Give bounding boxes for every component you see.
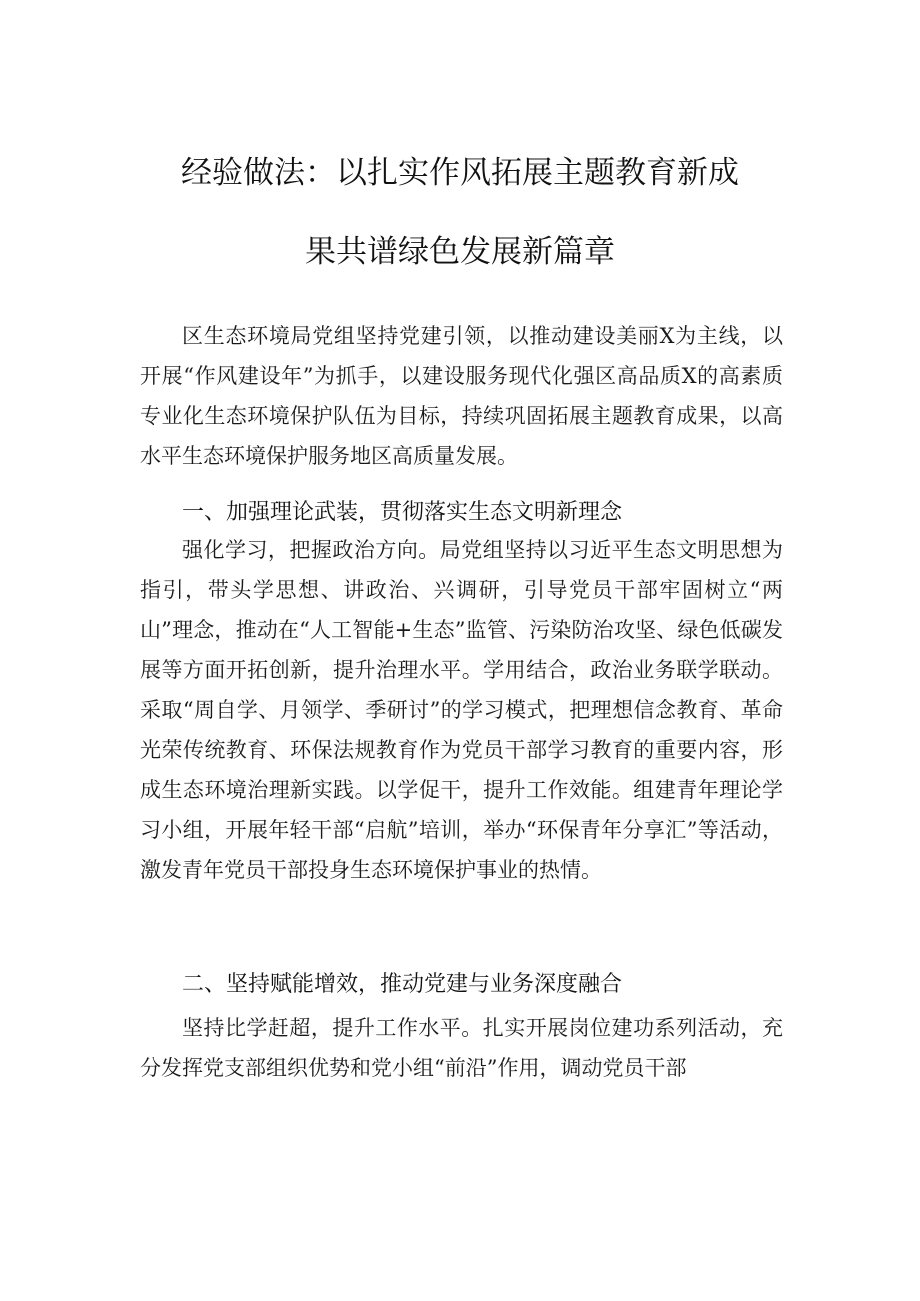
section-2-paragraph: 坚持比学赶超，提升工作水平。扎实开展岗位建功系列活动，充分发挥党支部组织优势和党小组“前沿”作用，调动党员干部: [140, 1016, 783, 1080]
document-title-line-2: 果共谱绿色发展新篇章: [305, 234, 615, 270]
section-2-heading: 二、坚持赋能增效，推动党建与业务深度融合: [182, 972, 623, 997]
section-1-heading: 一、加强理论武装，贯彻落实生态文明新理念: [182, 500, 623, 525]
intro-paragraph: 区生态环境局党组坚持党建引领，以推动建设美丽X为主线，以开展“作风建设年”为抓手，以建设服务现代化强区高品质X的高素质专业化生态环境保护队伍为目标，持续巩固拓展主题教育成果，以高水平生态环境保护服务地区高质量发展。: [140, 324, 783, 468]
section-1-paragraph: 强化学习，把握政治方向。局党组坚持以习近平生态文明思想为指引，带头学思想、讲政治、兴调研，引导党员干部牢固树立“两山”理念，推动在“人工智能+生态”监管、污染防治攻坚、绿色低碳发展等方面开拓创新，提升治理水平。学用结合，政治业务联学联动。采取“周自学、月领学、季研讨”的学习模式，把理想信念教育、革命光荣传统教育、环保法规教育作为党员干部学习教育的重要内容，形成生态环境治理新实践。以学促干，提升工作效能。组建青年理论学习小组，开展年轻干部“启航”培训，举办“环保青年分享汇”等活动，激发青年党员干部投身生态环境保护事业的热情。: [140, 538, 783, 882]
document-title-line-1: 经验做法：以扎实作风拓展主题教育新成: [181, 155, 739, 191]
